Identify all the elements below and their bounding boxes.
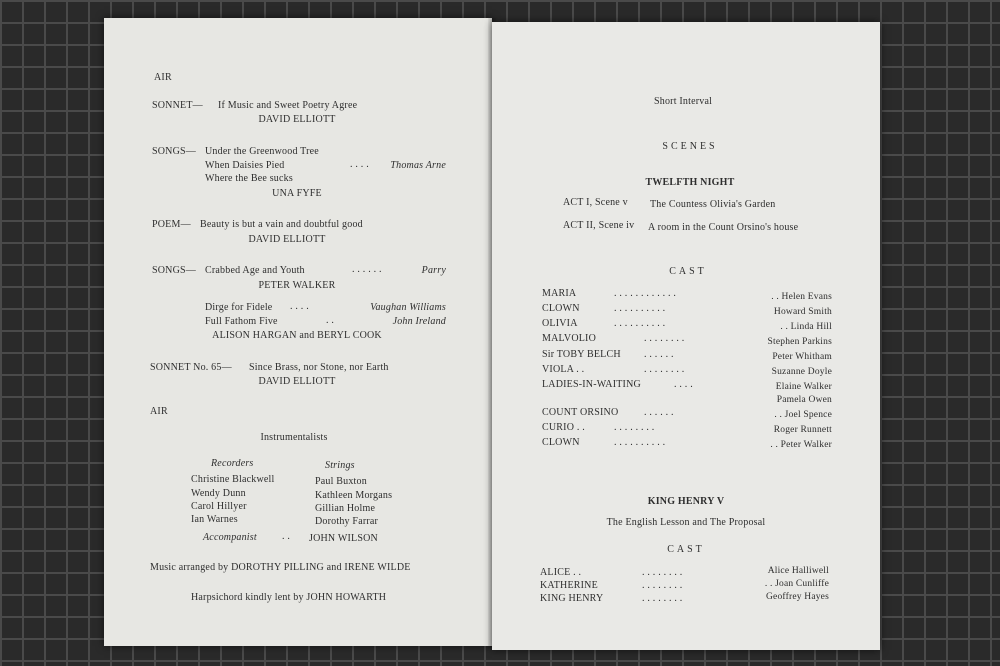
composer: Thomas Arne bbox=[390, 160, 446, 171]
composer: John Ireland bbox=[392, 316, 446, 327]
song-title: Full Fathom Five bbox=[205, 316, 278, 327]
songs-label: SONGS— bbox=[152, 265, 196, 276]
dot-leader: . . . . . . . . . . . . bbox=[614, 288, 677, 299]
cast-role: ALICE . . bbox=[540, 567, 582, 578]
sonnet-label: SONNET— bbox=[152, 100, 203, 111]
interval-note: Short Interval bbox=[654, 96, 713, 107]
string-player: Gillian Holme bbox=[315, 503, 376, 514]
accompanist-label: Accompanist bbox=[203, 532, 257, 543]
dot-leader: . . . . . . . . bbox=[644, 364, 685, 375]
dot-leader: . . . . . . bbox=[644, 349, 674, 360]
performer: DAVID ELLIOTT bbox=[258, 114, 336, 125]
sonnet-title: Since Brass, nor Stone, nor Earth bbox=[249, 362, 389, 373]
song-title: Under the Greenwood Tree bbox=[205, 146, 319, 157]
cast-role: KING HENRY bbox=[540, 593, 604, 604]
dot-leader: . . bbox=[282, 531, 291, 542]
cast-role: OLIVIA bbox=[542, 318, 578, 329]
scene-act: ACT II, Scene iv bbox=[563, 220, 635, 231]
scene-description: A room in the Count Orsino's house bbox=[648, 222, 799, 233]
composer: Parry bbox=[421, 265, 446, 276]
dot-leader: . . . . . . . . bbox=[614, 422, 655, 433]
string-player: Kathleen Morgans bbox=[315, 490, 393, 501]
instrumentalists-heading: Instrumentalists bbox=[260, 432, 328, 443]
performer: PETER WALKER bbox=[258, 280, 336, 291]
dot-leader: . . . . . . . . . . bbox=[614, 318, 666, 329]
cast-role: COUNT ORSINO bbox=[542, 407, 619, 418]
cast-role: Sir TOBY BELCH bbox=[542, 349, 621, 360]
cast-actor: . . Peter Walker bbox=[770, 440, 832, 450]
accompanist-name: JOHN WILSON bbox=[309, 533, 378, 544]
dot-leader: . . . . . . bbox=[352, 264, 382, 275]
cast-actor: Alice Halliwell bbox=[767, 566, 829, 576]
cast-role: VIOLA . . bbox=[542, 364, 585, 375]
cast-heading: CAST bbox=[669, 266, 707, 277]
recorder-player: Ian Warnes bbox=[191, 514, 238, 525]
performer: DAVID ELLIOTT bbox=[248, 234, 326, 245]
air-heading: AIR bbox=[154, 72, 172, 83]
cast-role: CURIO . . bbox=[542, 422, 585, 433]
scenes-heading: SCENES bbox=[662, 141, 718, 152]
composer: Vaughan Williams bbox=[370, 302, 446, 313]
dot-leader: . . . . . . . . bbox=[642, 580, 683, 591]
air-heading: AIR bbox=[150, 406, 168, 417]
cast-actor: Elaine Walker bbox=[775, 382, 832, 392]
cast-actor: Stephen Parkins bbox=[767, 337, 832, 347]
string-player: Paul Buxton bbox=[315, 476, 367, 487]
cast-actor: Peter Whitham bbox=[772, 352, 832, 362]
recorder-player: Christine Blackwell bbox=[191, 474, 275, 485]
play-subtitle: The English Lesson and The Proposal bbox=[606, 517, 766, 528]
cast-actor: Howard Smith bbox=[773, 307, 832, 317]
play-title: KING HENRY V bbox=[647, 496, 725, 507]
cast-role: MARIA bbox=[542, 288, 577, 299]
cast-actor: . . Linda Hill bbox=[780, 322, 832, 332]
scene-act: ACT I, Scene v bbox=[563, 197, 628, 208]
songs-label: SONGS— bbox=[152, 146, 196, 157]
recorder-player: Carol Hillyer bbox=[191, 501, 247, 512]
cast-actor: Geoffrey Hayes bbox=[765, 592, 829, 602]
music-arranged-credit: Music arranged by DOROTHY PILLING and IRENE WILDE bbox=[150, 562, 411, 573]
performer: UNA FYFE bbox=[272, 188, 322, 199]
dot-leader: . . . . . . . . bbox=[644, 333, 685, 344]
cast-role: MALVOLIO bbox=[542, 333, 597, 344]
cast-role: CLOWN bbox=[542, 437, 580, 448]
string-player: Dorothy Farrar bbox=[315, 516, 379, 527]
cast-actor: Pamela Owen bbox=[776, 395, 832, 405]
cast-role: KATHERINE bbox=[540, 580, 598, 591]
sonnet-title: If Music and Sweet Poetry Agree bbox=[218, 100, 358, 111]
cast-actor: . . Joel Spence bbox=[774, 410, 832, 420]
poem-label: POEM— bbox=[152, 219, 191, 230]
dot-leader: . . . . . . . . . . bbox=[614, 303, 666, 314]
sonnet-label: SONNET No. 65— bbox=[150, 362, 232, 373]
recorders-heading: Recorders bbox=[211, 458, 254, 469]
song-title: When Daisies Pied bbox=[205, 160, 285, 171]
cast-role: CLOWN bbox=[542, 303, 580, 314]
cast-actor: . . Joan Cunliffe bbox=[764, 579, 829, 589]
scene-description: The Countess Olivia's Garden bbox=[650, 199, 776, 210]
performer: DAVID ELLIOTT bbox=[258, 376, 336, 387]
dot-leader: . . . . . . . . bbox=[642, 567, 683, 578]
performer: ALISON HARGAN and BERYL COOK bbox=[212, 330, 382, 341]
dot-leader: . . bbox=[326, 315, 335, 326]
poem-title: Beauty is but a vain and doubtful good bbox=[200, 219, 363, 230]
dot-leader: . . . . bbox=[674, 379, 693, 390]
cast-heading: CAST bbox=[667, 544, 705, 555]
cast-actor: Roger Runnett bbox=[773, 425, 832, 435]
dot-leader: . . . . . . bbox=[644, 407, 674, 418]
cast-actor: Suzanne Doyle bbox=[771, 367, 832, 377]
song-title: Where the Bee sucks bbox=[205, 173, 293, 184]
dot-leader: . . . . . . . . bbox=[642, 593, 683, 604]
strings-heading: Strings bbox=[325, 460, 355, 471]
harpsichord-credit: Harpsichord kindly lent by JOHN HOWARTH bbox=[191, 592, 387, 603]
cast-role: LADIES-IN-WAITING bbox=[542, 379, 641, 390]
dot-leader: . . . . bbox=[290, 301, 309, 312]
song-title: Crabbed Age and Youth bbox=[205, 265, 305, 276]
play-title: TWELFTH NIGHT bbox=[645, 177, 735, 188]
song-title: Dirge for Fidele bbox=[205, 302, 273, 313]
recorder-player: Wendy Dunn bbox=[191, 488, 246, 499]
dot-leader: . . . . . . . . . . bbox=[614, 437, 666, 448]
cast-actor: . . Helen Evans bbox=[771, 292, 832, 302]
dot-leader: . . . . bbox=[350, 159, 369, 170]
right-page bbox=[492, 22, 880, 650]
left-page bbox=[104, 18, 492, 646]
